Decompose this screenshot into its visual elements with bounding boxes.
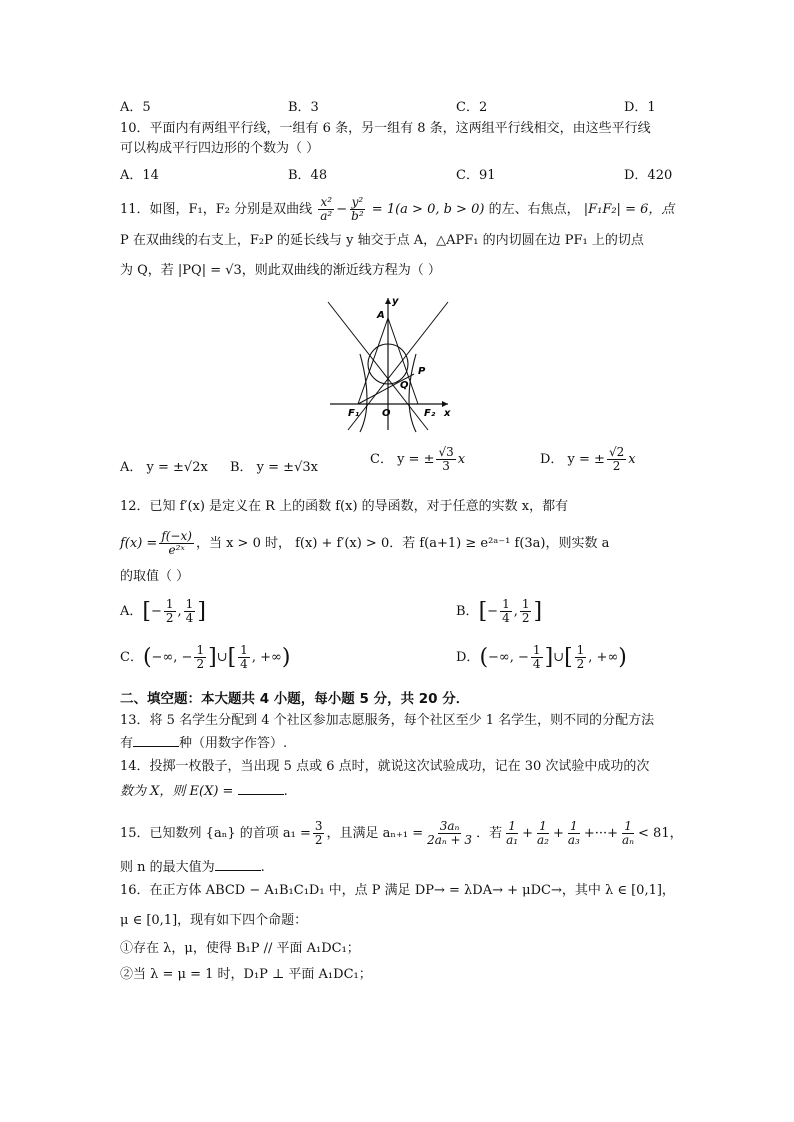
q9-option-b: B．3	[288, 100, 319, 115]
q12-option-a: A．[− $\frac{1}{2}$ , $\frac{1}{4}$ ]	[120, 597, 206, 625]
q15-line1: 15．已知数列 {aₙ} 的首项 a₁ = $\frac{3}{2}$ ，且满足 aₙ₊₁ = $\frac{\text{3aₙ}}{\text{2aₙ + 3}}$ ．若 $\frac{1}{\text{a₁}}$ + $\frac{1}{\text{a₂}}$ + $\frac{1}{\text{a₃}}$ +···+ $\frac{1}{\text{aₙ}}$ < 81，	[120, 819, 683, 847]
q11-line2: P 在双曲线的右支上，F₂P 的延长线与 y 轴交于点 A，△APF₁ 的内切圆在边 PF₁ 上的切点	[120, 233, 644, 248]
q10-line1: 10．平面内有两组平行线，一组有 6 条，另一组有 8 条，这两组平行线相交，由这些平行线	[120, 121, 651, 136]
q11-line3: 为 Q，若 |PQ| = √3，则此双曲线的渐近线方程为（ ）	[120, 263, 441, 278]
q12-option-d: D．(−∞, − $\frac{1}{4}$ ]∪[ $\frac{1}{2}$ , +∞)	[456, 643, 627, 671]
q11-line1-a: 11．如图，F₁，F₂ 分别是双曲线	[120, 202, 313, 217]
q14-line2-text: 数为 X，则 E(X) =	[120, 784, 238, 799]
q15-line2-text: 则 n 的最大值为	[120, 860, 215, 875]
section-fill-in-heading: 二、填空题：本大题共 4 小题，每小题 5 分，共 20 分．	[120, 691, 470, 707]
label-f2: F₂	[424, 408, 436, 419]
q11-option-b: B． y = ±√3x	[230, 460, 318, 475]
q13-line2-a: 有	[120, 736, 134, 751]
q15-line1-c: ．若	[476, 826, 503, 841]
label-p: P	[418, 366, 426, 377]
label-y: y	[392, 296, 399, 307]
q16-line1: 16．在正方体 ABCD − A₁B₁C₁D₁ 中，点 P 满足 DP→ = λDA→ + μDC→，其中 λ ∈ [0,1]，	[120, 883, 675, 898]
q10-option-c: C．91	[456, 168, 496, 183]
q11-option-c-label: C． y = ±	[370, 452, 435, 467]
q10-option-a: A．14	[120, 168, 159, 183]
q14-answer-blank[interactable]	[238, 782, 284, 795]
right-branch	[409, 354, 416, 432]
segment-af1	[358, 318, 388, 404]
q11-line1	[120, 196, 674, 223]
q9-option-a: A．5	[120, 100, 151, 115]
q11-option-d: D． y = ± $\frac{√2}{2}$ x	[540, 445, 636, 473]
q12-line2: f(x) = $\frac{f(-x)}{\text{e²ˣ}}$ ，当 x > 0 时， f(x) + f′(x) > 0．若 f(a+1) ≥ e²ᵃ⁻¹ f(3a)，则实数 a	[120, 529, 610, 557]
left-branch	[360, 354, 367, 432]
q12-option-c: C．(−∞, − $\frac{1}{2}$ ]∪[ $\frac{1}{4}$ , +∞)	[120, 643, 291, 671]
q16-line3: ①存在 λ，μ，使得 B₁P // 平面 A₁DC₁；	[120, 941, 360, 956]
q15-line1-b: ，且满足 aₙ₊₁ =	[326, 826, 424, 841]
q14-line2: 数为 X，则 E(X) = .	[120, 784, 288, 799]
q12-line2-text: ，当 x > 0 时， f(x) + f′(x) > 0．若 f(a+1) ≥ e²ᵃ⁻¹ f(3a)，则实数 a	[195, 536, 610, 551]
q13-line2-b: 种（用数字作答）.	[179, 736, 288, 751]
q16-line4: ②当 λ = μ = 1 时，D₁P ⊥ 平面 A₁DC₁；	[120, 967, 372, 982]
q16-line2: μ ∈ [0,1]，现有如下四个命题：	[120, 913, 308, 928]
x-axis-arrow	[442, 401, 448, 407]
q15-line2: 则 n 的最大值为 .	[120, 860, 265, 875]
y-axis-arrow	[385, 298, 391, 304]
q11-option-c: C． y = ± $\frac{√3}{3}$ x	[370, 445, 466, 473]
q13-answer-blank[interactable]	[133, 734, 179, 747]
q15-line1-a: 15．已知数列 {aₙ} 的首项 a₁ =	[120, 826, 311, 841]
label-q: Q	[400, 380, 409, 391]
q12-line1: 12．已知 f′(x) 是定义在 R 上的函数 f(x) 的导函数，对于任意的实数 x，都有	[120, 499, 569, 514]
label-x: x	[444, 408, 451, 419]
label-a: A	[377, 310, 385, 321]
q10-line2: 可以构成平行四边形的个数为（ ）	[120, 141, 320, 156]
q11-option-d-label: D． y = ±	[540, 452, 605, 467]
segment-af2	[388, 318, 418, 404]
label-o: O	[382, 408, 391, 419]
q11-line1-c: |F₁F₂| = 6，点	[583, 202, 675, 217]
q15-answer-blank[interactable]	[215, 858, 261, 871]
q10-option-d: D．420	[624, 168, 673, 183]
q10-option-b: B．48	[288, 168, 328, 183]
label-f1: F₁	[348, 408, 360, 419]
q11-line1-b: 的左、右焦点，	[488, 202, 580, 217]
q12-option-a-label: A．	[120, 604, 143, 619]
q11-option-a: A． y = ±√2x	[120, 460, 208, 475]
q11-hyperbola-equation: $\frac{\text{x²}}{\text{a²}}$ − $\frac{\text{y²}}{\text{b²}}$ = 1(a > 0, b > 0)	[320, 195, 489, 223]
q12-option-b-label: B．	[456, 604, 479, 619]
q12-option-d-label: D．	[456, 650, 480, 665]
q14-line1: 14．投掷一枚骰子，当出现 5 点或 6 点时，就说这次试验成功，记在 30 次试验中成功的次	[120, 759, 650, 774]
q13-line2	[120, 734, 287, 753]
q9-option-c: C．2	[456, 100, 488, 115]
q13-line1: 13．将 5 名学生分配到 4 个社区参加志愿服务，每个社区至少 1 名学生，则不同的分配方法	[120, 713, 655, 728]
q15-line1-d: < 81，	[638, 826, 683, 841]
q12-line3: 的取值（ ）	[120, 569, 190, 584]
hyperbola-figure	[320, 294, 456, 434]
q12-option-b: B．[− $\frac{1}{4}$ , $\frac{1}{2}$ ]	[456, 597, 543, 625]
q9-option-d: D．1	[624, 100, 656, 115]
q12-option-c-label: C．	[120, 650, 143, 665]
